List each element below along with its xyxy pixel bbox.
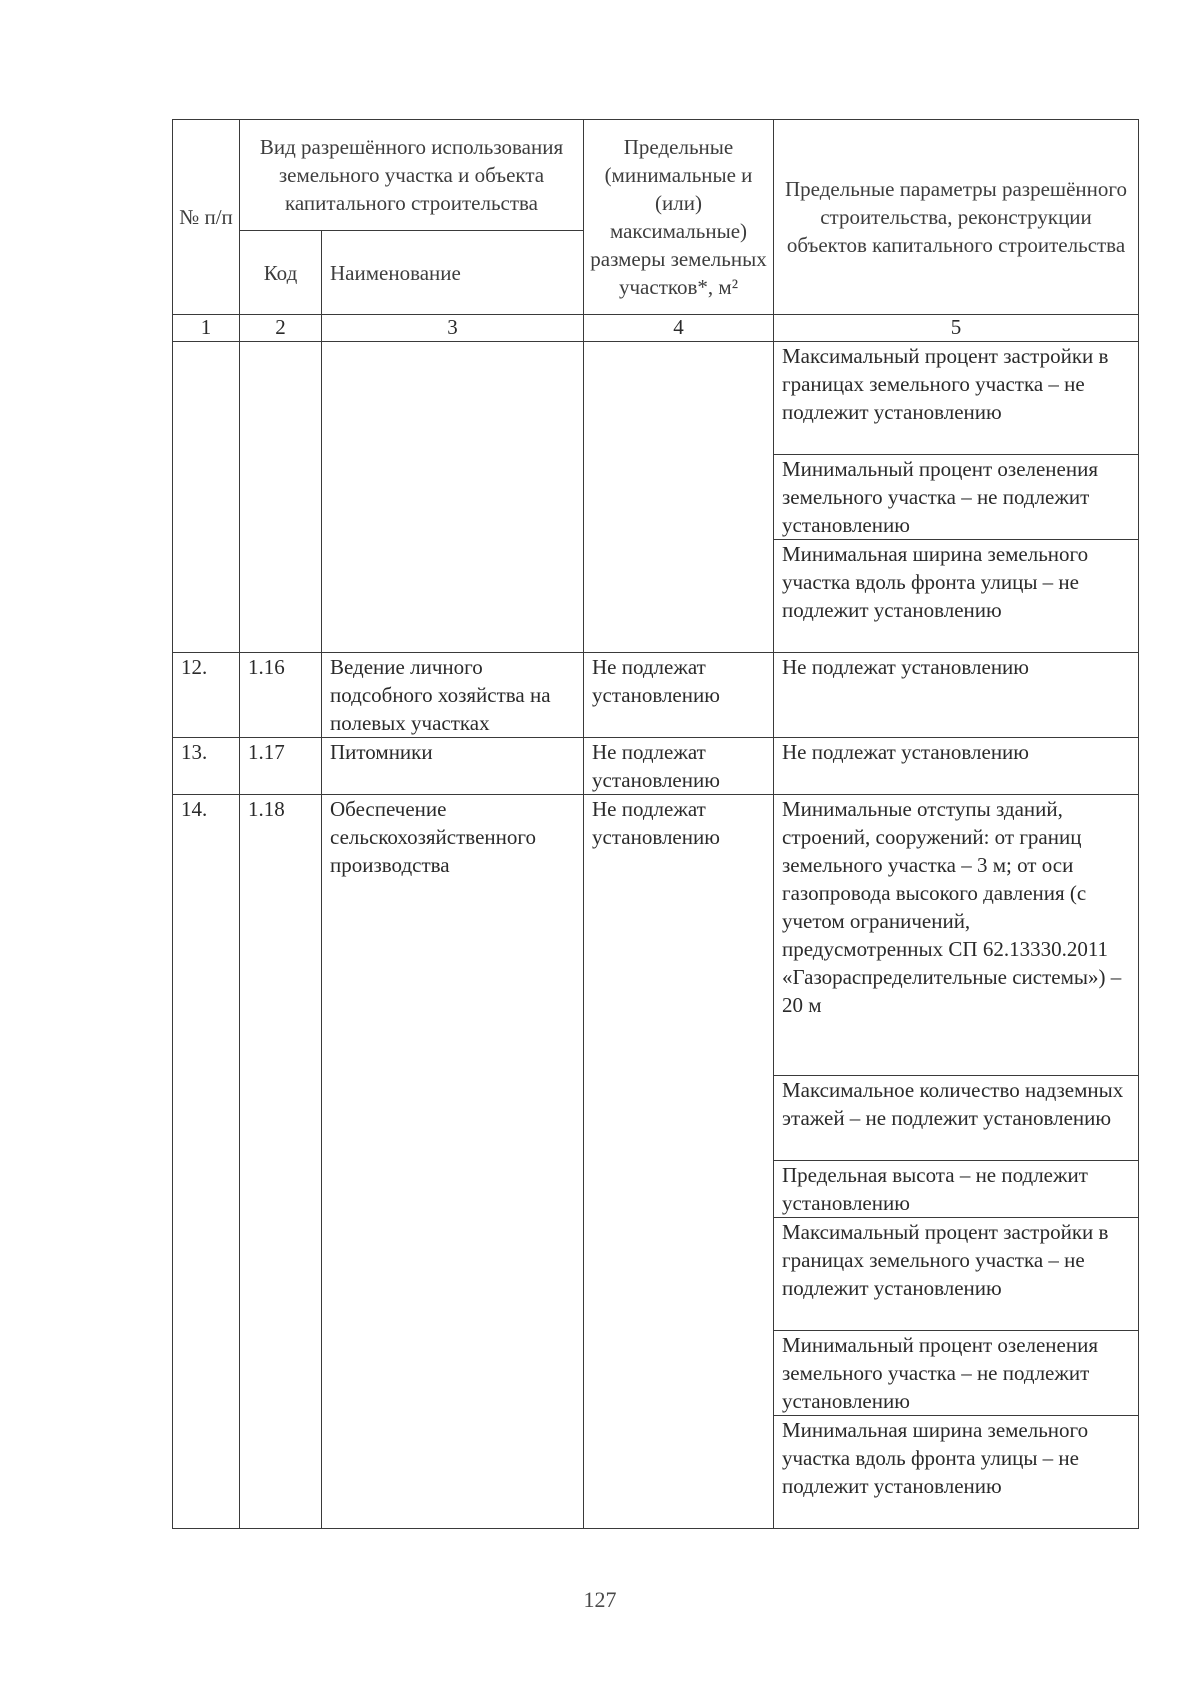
param-item: Максимальный процент застройки в границах земельного участка – не подлежит установлению: [782, 344, 1109, 424]
header-name: Наименование: [322, 231, 584, 315]
param-item: Минимальная ширина земельного участка вдоль фронта улицы – не подлежит установлению: [774, 1415, 1138, 1528]
header-num: № п/п: [173, 120, 240, 315]
row-size-cell: [584, 342, 774, 653]
row-params: Не подлежат установлению: [774, 738, 1139, 795]
header-plot-size: Предельные (минимальные и (или) максимальные) размеры земельных участков*, м²: [584, 120, 774, 315]
param-item: Минимальная ширина земельного участка вдоль фронта улицы – не подлежит установлению: [774, 539, 1138, 652]
row-num-cell: [173, 342, 240, 653]
header-code: Код: [240, 231, 322, 315]
param-item: Минимальные отступы зданий, строений, сооружений: от границ земельного участка – 3 м; от оси газопровода высокого давления (с учетом ограничений, предусмотренных СП 62.13330.2011 «Газораспределительные системы») – 20 м: [782, 797, 1122, 1017]
row-params-cell: [774, 795, 1139, 1529]
row-name-cell: [322, 342, 584, 653]
table-row-continued: [173, 342, 1139, 653]
row-number: 14.: [173, 795, 240, 1529]
header-parameters: Предельные параметры разрешённого строительства, реконструкции объектов капитального строительства: [774, 120, 1139, 315]
column-index: 3: [322, 315, 584, 342]
table-row: [173, 738, 1139, 795]
row-params: Не подлежат установлению: [774, 653, 1139, 738]
row-code: 1.16: [240, 653, 322, 738]
row-name: Обеспечение сельскохозяйственного производства: [322, 795, 584, 1529]
row-params-cell: [774, 342, 1139, 653]
row-name: Ведение личного подсобного хозяйства на полевых участках: [322, 653, 584, 738]
column-index: 4: [584, 315, 774, 342]
row-number: 13.: [173, 738, 240, 795]
row-number: 12.: [173, 653, 240, 738]
table-row: [173, 795, 1139, 1529]
header-use-type: Вид разрешённого использования земельного участка и объекта капитального строительства: [240, 120, 584, 231]
table-row: [173, 653, 1139, 738]
param-item: Минимальный процент озеленения земельного участка – не подлежит установлению: [774, 1330, 1138, 1415]
row-size: Не подлежат установлению: [584, 653, 774, 738]
row-code-cell: [240, 342, 322, 653]
param-item: Максимальное количество надземных этажей – не подлежит установлению: [774, 1075, 1138, 1160]
row-size: Не подлежат установлению: [584, 795, 774, 1529]
row-name: Питомники: [322, 738, 584, 795]
land-use-table: [172, 119, 1139, 1529]
column-index: 5: [774, 315, 1139, 342]
page-number: 127: [583, 1587, 617, 1612]
param-item: Минимальный процент озеленения земельного участка – не подлежит установлению: [774, 454, 1138, 539]
param-item: Максимальный процент застройки в границах земельного участка – не подлежит установлению: [774, 1217, 1138, 1330]
row-size: Не подлежат установлению: [584, 738, 774, 795]
param-item: Предельная высота – не подлежит установлению: [774, 1160, 1138, 1217]
column-index: 1: [173, 315, 240, 342]
row-code: 1.18: [240, 795, 322, 1529]
column-index-row: [173, 315, 1139, 342]
column-index: 2: [240, 315, 322, 342]
row-code: 1.17: [240, 738, 322, 795]
